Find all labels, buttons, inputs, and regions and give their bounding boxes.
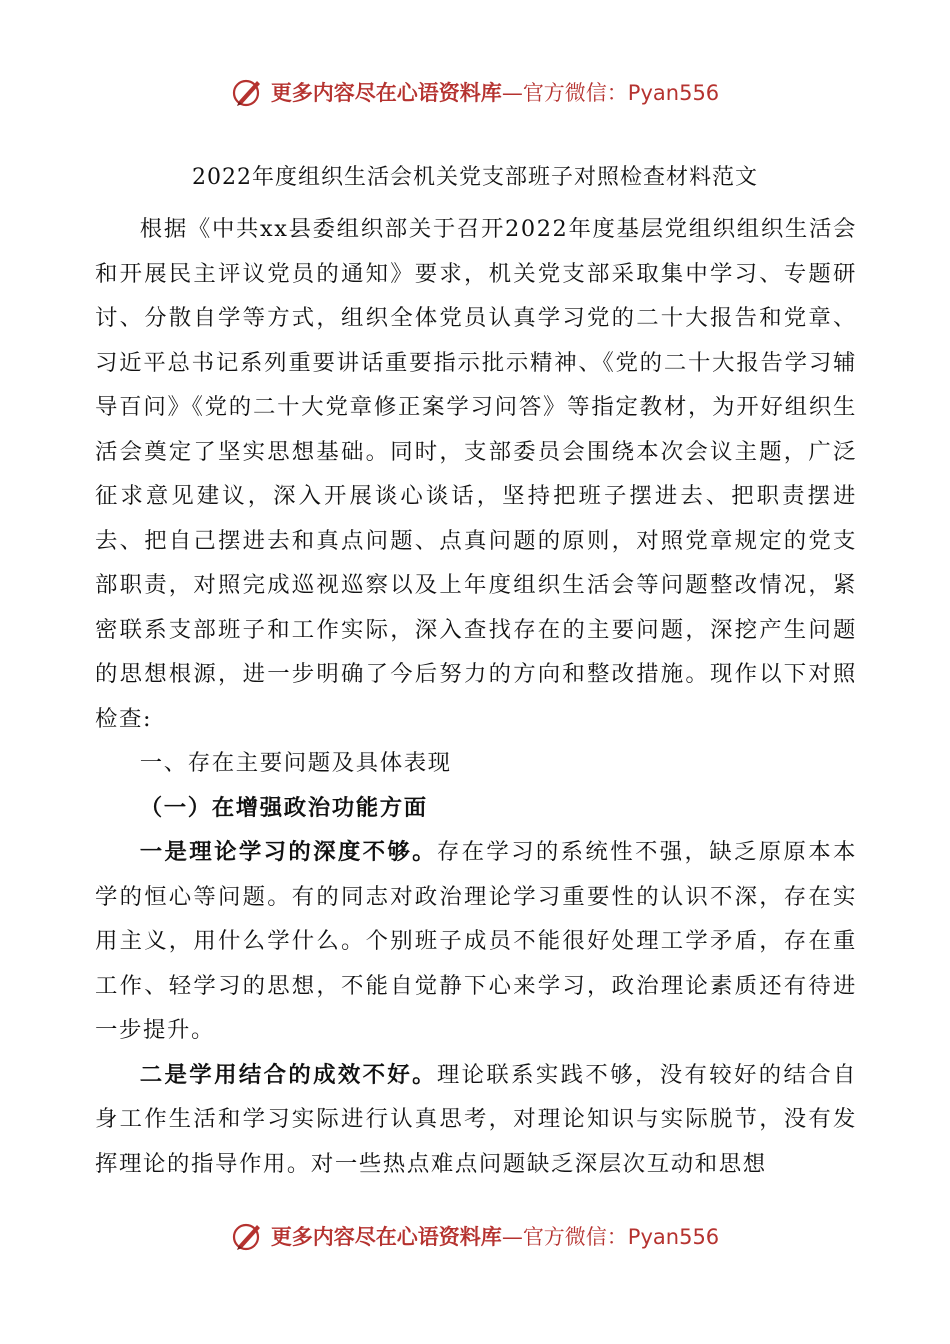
document-title: 2022年度组织生活会机关党支部班子对照检查材料范文 bbox=[192, 165, 758, 190]
point-paragraph-2 bbox=[95, 1053, 857, 1187]
point-paragraph-1 bbox=[95, 830, 857, 1053]
section-heading: 一、存在主要问题及具体表现 bbox=[139, 750, 452, 776]
pen-logo-icon bbox=[231, 75, 265, 109]
point-2-lead: 二是学用结合的成效不好。 bbox=[139, 1061, 437, 1088]
pen-logo-icon bbox=[231, 1219, 265, 1253]
banner-site-text: 更多内容尽在心语资料库 bbox=[270, 81, 502, 105]
banner-wechat-text: —官方微信：Pyan556 bbox=[501, 1225, 720, 1249]
intro-paragraph: 根据《中共xx县委组织部关于召开2022年度基层党组织组织生活会和开展民主评议党员的通知》要求，机关党支部采取集中学习、专题研讨、分散自学等方式，组织全体党员认真学习党的二十大报告和党章、习近平总书记系列重要讲话重要指示批示精神、《党的二十大报告学习辅导百问》《党的二十大党章修正案学习问答》等指定教材，为开好组织生活会奠定了坚实思想基础。同时，支部委员会围绕本次会议主题，广泛征求意见建议，深入开展谈心谈话，坚持把班子摆进去、把职责摆进去、把自己摆进去和真点问题、点真问题的原则，对照党章规定的党支部职责，对照完成巡视巡察以及上年度组织生活会等问题整改情况，紧密联系支部班子和工作实际，深入查找存在的主要问题，深挖产生问题的思想根源，进一步明确了今后努力的方向和整改措施。现作以下对照检查: bbox=[95, 216, 857, 732]
banner-site-text: 更多内容尽在心语资料库 bbox=[270, 1225, 502, 1249]
point-2-text: 理论联系实践不够，没有较好的结合自身工作生活和学习实际进行认真思考，对理论知识与实际脱节，没有发挥理论的指导作用。对一些热点难点问题缺乏深层次互动和思想 bbox=[95, 1061, 857, 1177]
document-body bbox=[95, 207, 857, 1186]
footer-watermark-banner bbox=[0, 1216, 950, 1256]
subsection-heading: （一）在增强政治功能方面 bbox=[139, 794, 428, 821]
point-1-text: 存在学习的系统性不强，缺乏原原本本学的恒心等问题。有的同志对政治理论学习重要性的认识不深，存在实用主义，用什么学什么。个别班子成员不能很好处理工学矛盾，存在重工作、轻学习的思想，不能自觉静下心来学习，政治理论素质还有待进一步提升。 bbox=[95, 839, 857, 1043]
point-1-lead: 一是理论学习的深度不够。 bbox=[139, 839, 437, 865]
banner-wechat-text: —官方微信：Pyan556 bbox=[501, 81, 720, 105]
header-watermark-banner bbox=[0, 72, 950, 112]
